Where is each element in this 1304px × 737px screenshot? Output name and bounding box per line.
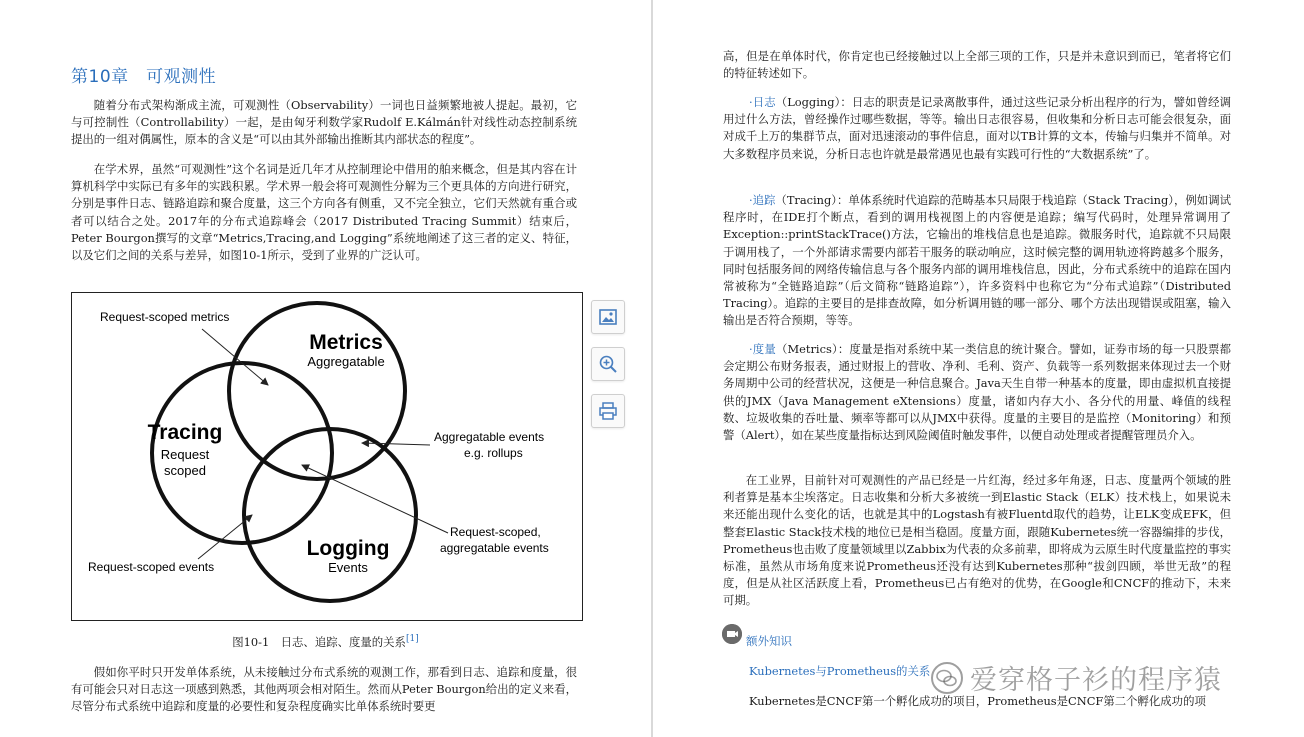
annotation-rollups: e.g. rollups xyxy=(464,446,523,460)
tracing-paragraph xyxy=(723,192,1231,330)
kubernetes-paragraph: Kubernetes是CNCF第一个孵化成功的项目，Prometheus是CNCF第二个孵化成功的项 xyxy=(749,694,1206,708)
logging-label: Logging xyxy=(306,537,390,560)
venn-svg xyxy=(72,293,582,620)
left-page xyxy=(0,0,651,737)
watermark xyxy=(930,658,1222,697)
kubernetes-prometheus-header: Kubernetes与Prometheus的关系 xyxy=(749,664,931,678)
metrics-sublabel: Aggregatable xyxy=(307,354,385,369)
tracing-term: ·追踪 xyxy=(749,193,776,207)
wechat-logo-icon xyxy=(930,661,964,695)
annotation-request-scoped-metrics: Request-scoped metrics xyxy=(100,310,230,324)
figure-caption-text: 图10-1 日志、追踪、度量的关系 xyxy=(232,635,406,649)
metrics-term: ·度量 xyxy=(749,342,776,356)
academic-paragraph: 在学术界，虽然“可观测性”这个名词是近几年才从控制理论中借用的舶来概念，但是其内容在计算机科学中实际已有多年的实践积累。学术界一般会将可观测性分解为三个更具体的方向进行研究，分别是事件日志、链路追踪和聚合度量，这三个方向各有侧重，又不完全独立，它们天然就有重合或者可以结合之处。2017年的分布式追踪峰会（2017 Distributed Tracing Summit）结束后，Peter Bourgon撰写的文章“Metrics,Tracing,and Logging”系统地阐述了这三者的定义、特征，以及它们之间的关系与差异，如图10-1所示，受到了业界的广泛认可。 xyxy=(71,162,577,263)
annotation-request-scoped-aggregatable-2: aggregatable events xyxy=(440,541,549,555)
chapter-title: 第10章 可观测性 xyxy=(71,67,217,87)
tracing-sublabel-2: scoped xyxy=(164,463,206,478)
figure-reference-link[interactable]: [1] xyxy=(405,634,419,645)
annotation-request-scoped-aggregatable-1: Request-scoped, xyxy=(450,525,541,539)
metrics-body: （Metrics）：度量是指对系统中某一类信息的统计聚合。譬如，证券市场的每一只股票都会定期公布财务报表，通过财报上的营收、净利、毛利、资产、负载等一系列数据来体现过去一个财务周期中公司的经营状况，这便是一种信息聚合。Java天生自带一种基本的度量，即由虚拟机直接提供的JMX（Java Management eXtensions）度量，诸如内存大小、各分代的用量、峰值的线程数、垃圾收集的吞吐量、频率等都可以从JMX中获得。度量的主要目的是监控（Monitoring）和预警（Alert），如在某些度量指标达到风险阈值时触发事件，以便自动处理或者提醒管理员介入。 xyxy=(723,342,1231,443)
tracing-label: Tracing xyxy=(147,421,223,444)
zoom-in-icon xyxy=(598,354,618,374)
monolith-paragraph: 假如你平时只开发单体系统，从未接触过分布式系统的观测工作，那看到日志、追踪和度量，很有可能会只对日志这一项感到熟悉，其他两项会相对陌生。然而从Peter Bourgon给出的定义来看，尽管分布式系统中追踪和度量的必要性和复杂程度确实比单体系统时要更 xyxy=(71,665,577,714)
watermark-text: 爱穿格子衫的程序猿 xyxy=(970,665,1222,696)
annotation-request-scoped-events: Request-scoped events xyxy=(88,560,215,574)
print-button[interactable] xyxy=(591,394,625,428)
figure-caption xyxy=(0,634,651,650)
metrics-paragraph xyxy=(723,341,1231,444)
extra-knowledge-icon xyxy=(722,624,742,644)
image-icon xyxy=(598,307,618,327)
figure-venn-diagram xyxy=(71,292,583,621)
right-page xyxy=(653,0,1304,737)
industry-paragraph: 在工业界，目前针对可观测性的产品已经是一片红海，经过多年角逐，日志、度量两个领域的胜利者算是基本尘埃落定。日志收集和分析大多被统一到Elastic Stack（ELK）技术栈上，如果说未来还能出现什么变化的话，也就是其中的Logstash有被Fluentd取代的趋势，让ELK变成EFK，但整套Elastic Stack技术栈的地位已是相当稳固。度量方面，跟随Kubernetes统一容器编排的步伐，Prometheus也击败了度量领域里以Zabbix为代表的众多前辈，即将成为云原生时代度量监控的事实标准，虽然从市场角度来说Prometheus还没有达到Kubernetes那种“拔剑四顾，举世无敌”的程度，但是从社区活跃度上看，Prometheus已占有绝对的优势，在Google和CNCF的推动下，未来可期。 xyxy=(723,473,1231,608)
print-icon xyxy=(598,401,618,421)
metrics-label: Metrics xyxy=(309,331,383,354)
continuation-paragraph: 高，但是在单体时代，你肯定也已经接触过以上全部三项的工作，只是并未意识到而已，笔者将它们的特征转述如下。 xyxy=(723,49,1231,81)
tracing-body: （Tracing）：单体系统时代追踪的范畴基本只局限于栈追踪（Stack Tracing），例如调试程序时，在IDE打个断点，看到的调用栈视图上的内容便是追踪；编写代码时，处理异常调用了Exception::printStackTrace()方法，它输出的堆栈信息也是追踪。微服务时代，追踪就不只局限于调用栈了，一个外部请求需要内部若干服务的联动响应，这时候完整的调用轨迹将跨越多个服务，同时包括服务间的网络传输信息与各个服务内部的调用堆栈信息，因此，分布式系统中的追踪在国内常被称为“全链路追踪”（后文简称“链路追踪”），许多资料中也称它为“分布式追踪”（Distributed Tracing）。追踪的主要目的是排查故障，如分析调用链的哪一部分、哪个方法出现错误或阻塞，输入输出是否符合预期，等等。 xyxy=(723,193,1231,328)
logging-term: ·日志 xyxy=(749,95,776,109)
logging-sublabel: Events xyxy=(328,560,368,575)
intro-paragraph: 随着分布式架构渐成主流，可观测性（Observability）一词也日益频繁地被人提起。最初，它与可控制性（Controllability）一起，是由匈牙利数学家Rudolf E.Kálmán针对线性动态控制系统提出的一组对偶属性，原本的含义是“可以由其外部输出推断其内部状态的程度”。 xyxy=(71,98,577,147)
tracing-sublabel-1: Request xyxy=(160,447,210,462)
metrics-circle xyxy=(229,303,405,479)
logging-body: （Logging）：日志的职责是记录离散事件，通过这些记录分析出程序的行为，譬如曾经调用过什么方法，曾经操作过哪些数据，等等。输出日志很容易，但收集和分析日志可能会很复杂，面对成千上万的集群节点，面对迅速滚动的事件信息，面对以TB计算的文本，传输与归集并不简单。对大多数程序员来说，分析日志也许就是最常遇见也最有实践可行性的“大数据系统”了。 xyxy=(723,95,1232,161)
zoom-in-button[interactable] xyxy=(591,347,625,381)
annotation-aggregatable-events: Aggregatable events xyxy=(434,430,545,444)
view-image-button[interactable] xyxy=(591,300,625,334)
extra-knowledge-label: 额外知识 xyxy=(746,634,792,648)
logging-paragraph xyxy=(723,94,1231,163)
